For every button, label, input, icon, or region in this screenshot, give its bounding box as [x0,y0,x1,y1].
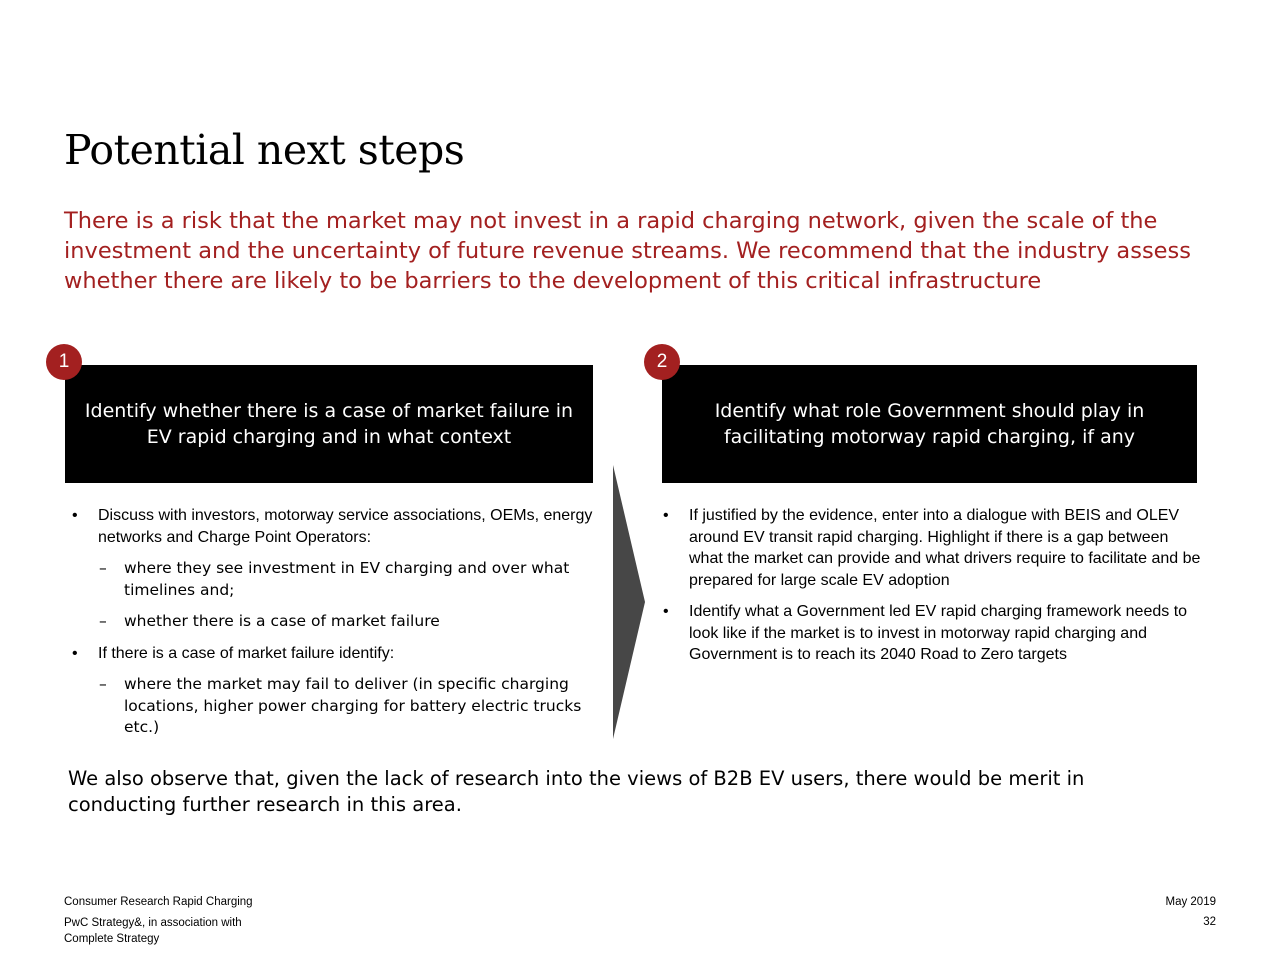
footer-firm-line-2: Complete Strategy [64,933,160,945]
step-2-heading-box [662,365,1197,483]
footer-date: May 2019 [1165,896,1216,908]
chevron-arrow-icon [613,465,645,739]
step-2-list [657,505,1202,676]
footer-firm-line-1: PwC Strategy&, in association with [64,917,242,929]
step-1-list [66,505,596,749]
step-2-heading: Identify what role Government should play in facilitating motorway rapid charging, if any [714,400,1145,448]
observation-text: We also observe that, given the lack of research into the views of B2B EV users, there would be merit in conducting further research in this area. [68,767,1085,816]
page-title: Potential next steps [64,126,465,174]
page-number: 32 [1203,916,1216,928]
key-message: There is a risk that the market may not invest in a rapid charging network, given the scale of the investment and the uncertainty of future revenue streams. We recommend that the industry assess whether there are likely to be barriers to the development of this critical infrastructure [64,208,1191,294]
footer-report-name: Consumer Research Rapid Charging [64,896,253,908]
step-1-heading: Identify whether there is a case of market failure in EV rapid charging and in what context [84,400,574,448]
step-1-sub-bullet-3: – where the market may fail to deliver (in specific charging locations, higher power charging for battery electric trucks etc.) [66,674,596,739]
step-2-bullet-2: • Identify what a Government led EV rapid charging framework needs to look like if the market is to invest in motorway rapid charging and Government is to reach its 2040 Road to Zero targets [657,601,1202,666]
step-2-bullet-1: • If justified by the evidence, enter into a dialogue with BEIS and OLEV around EV transit rapid charging. Highlight if there is a gap between what the market can provide and what drivers require to facilitate and be prepared for large scale EV adoption [657,505,1202,591]
step-1-heading-box [65,365,593,483]
step-1-number-badge: 1 [46,344,82,380]
step-1-bullet-1: • Discuss with investors, motorway service associations, OEMs, energy networks and Charge Point Operators: [66,505,596,548]
step-1-bullet-2: • If there is a case of market failure identify: [66,643,596,665]
step-1-sub-bullet-2: – whether there is a case of market failure [66,611,596,633]
step-2-number-badge: 2 [644,344,680,380]
step-1-sub-bullet-1: – where they see investment in EV charging and over what timelines and; [66,558,596,601]
